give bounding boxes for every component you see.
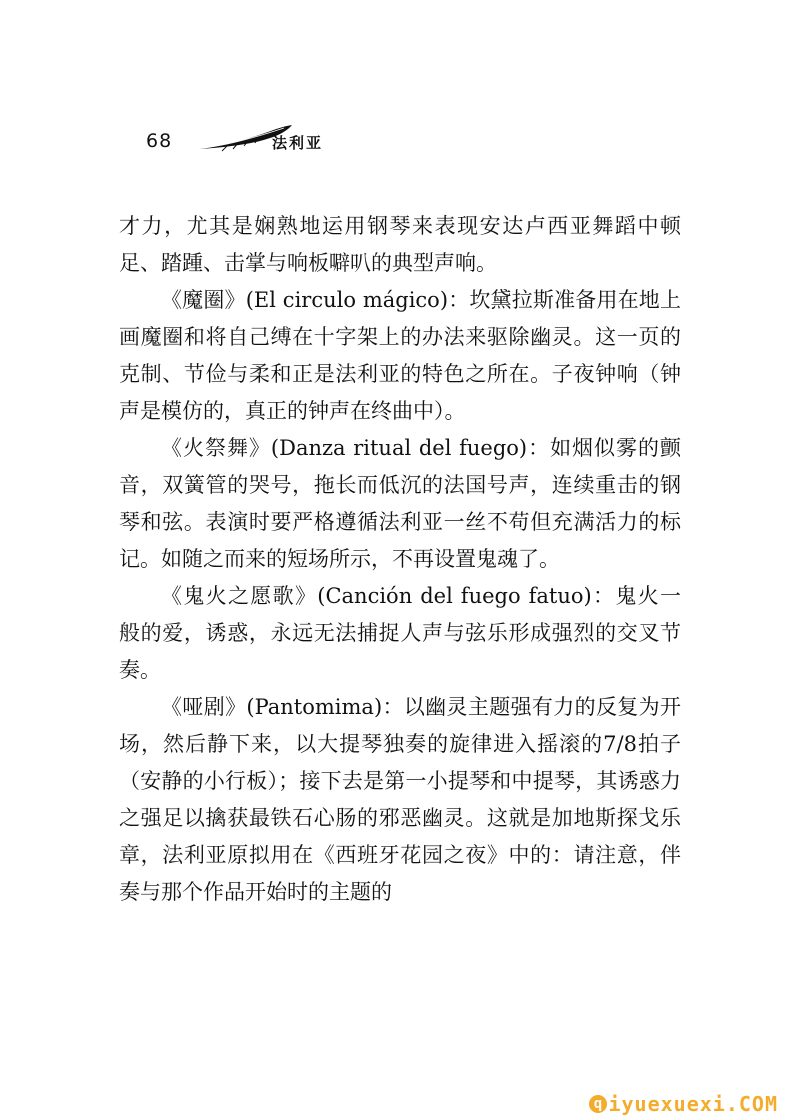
- site-watermark: [589, 1092, 778, 1116]
- page-number: 68: [146, 130, 173, 152]
- paragraph-pantomime: 《哑剧》(Pantomima)：以幽灵主题强有力的反复为开场，然后静下来，以大提琴独奏的旋律进入摇滚的7/8拍子（安静的小行板）；接下去是第一小提琴和中提琴，其诱惑力之强足以擒获最铁石心肠的邪恶幽灵。这就是加地斯探戈乐章，法利亚原拟用在《西班牙花园之夜》中的：请注意，伴奏与那个作品开始时的主题的: [119, 695, 681, 904]
- paragraph-will-o-wisp-song: 《鬼火之愿歌》(Canción del fuego fatuo)：鬼火一般的爱，诱惑，永远无法捕捉人声与弦乐形成强烈的交叉节奏。: [119, 584, 681, 682]
- running-title: 法利亚: [272, 134, 324, 152]
- page-header: [146, 122, 406, 162]
- paragraph-ritual-fire-dance: 《火祭舞》(Danza ritual del fuego)：如烟似雾的颤音，双簧管的哭号，拖长而低沉的法国号声，连续重击的钢琴和弦。表演时要严格遵循法利亚一丝不苟但充满活力的标记。如随之而来的短场所示，不再设置鬼魂了。: [119, 436, 681, 571]
- paragraph-continuation: 才力，尤其是娴熟地运用钢琴来表现安达卢西亚舞蹈中顿足、踏踵、击掌与响板噼叭的典型声响。: [119, 214, 681, 275]
- watermark-logo-icon: q: [589, 1095, 607, 1113]
- paragraph-magic-circle: 《魔圈》(El circulo mágico)：坎黛拉斯准备用在地上画魔圈和将自己缚在十字架上的办法来驱除幽灵。这一页的克制、节俭与柔和正是法利亚的特色之所在。子夜钟响（钟声是模仿的，真正的钟声在终曲中）。: [119, 288, 681, 423]
- watermark-text: iyuexuexi.COM: [608, 1092, 778, 1116]
- body-text: [119, 208, 681, 911]
